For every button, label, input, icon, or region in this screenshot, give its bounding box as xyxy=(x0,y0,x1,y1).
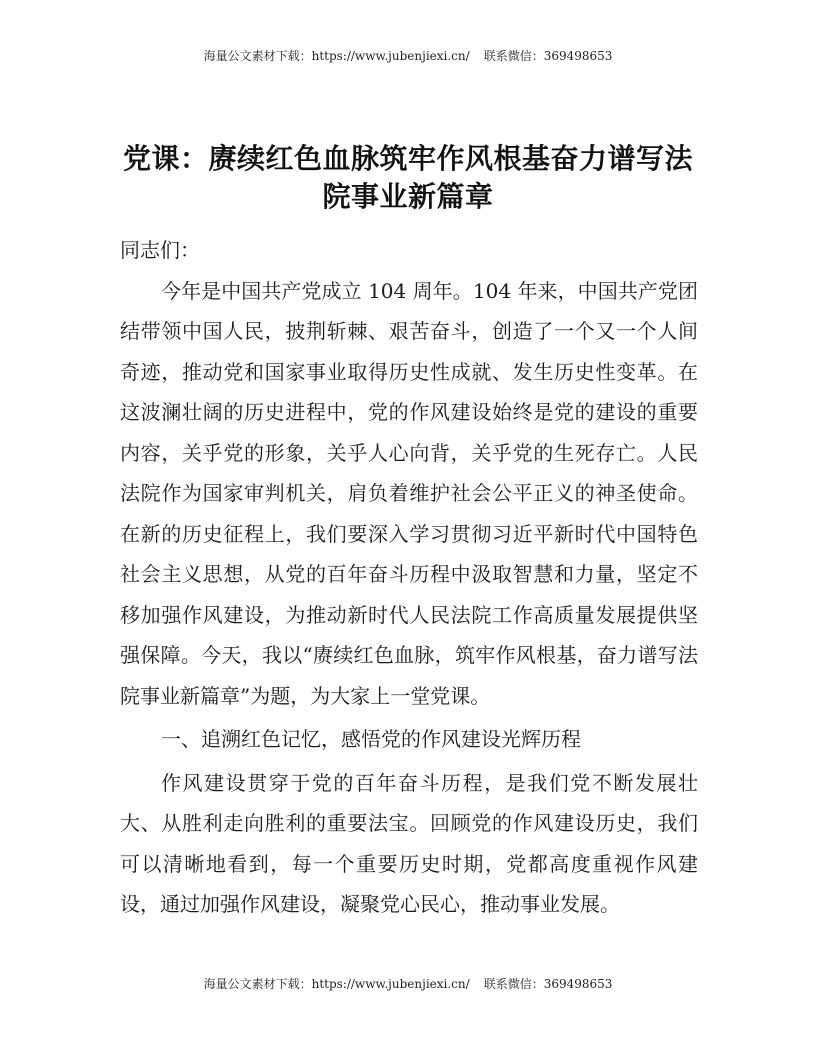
title-line-2: 院事业新篇章 xyxy=(322,180,494,213)
document-title xyxy=(110,140,706,216)
page-footer xyxy=(0,976,816,992)
header-contact-label: 联系微信：369498653 xyxy=(483,49,613,63)
paragraph-intro: 今年是中国共产党成立 104 周年。104 年来，中国共产党团结带领中国人民，披荆斩棘、艰苦奋斗，创造了一个又一个人间奇迹，推动党和国家事业取得历史性成就、发生历史性变革。在这波澜壮阔的历史进程中，党的作风建设始终是党的建设的重要内容，关乎党的形象，关乎人心向背，关乎党的生死存亡。人民法院作为国家审判机关，肩负着维护社会公平正义的神圣使命。在新的历史征程上，我们要深入学习贯彻习近平新时代中国特色社会主义思想，从党的百年奋斗历程中汲取智慧和力量，坚定不移加强作风建设，为推动新时代人民法院工作高质量发展提供坚强保障。今天，我以“赓续红色血脉，筑牢作风根基，奋力谱写法院事业新篇章”为题，为大家上一堂党课。 xyxy=(120,278,698,708)
section-heading-1: 一、追溯红色记忆，感悟党的作风建设光辉历程 xyxy=(161,727,581,751)
page-header xyxy=(0,48,816,64)
footer-site-label: 海量公文素材下载：https://www.jubenjiexi.cn/ xyxy=(203,977,470,991)
salutation: 同志们： xyxy=(120,238,200,262)
document-body xyxy=(120,230,698,925)
footer-contact-label: 联系微信：369498653 xyxy=(483,977,613,991)
paragraph-section-1: 作风建设贯穿于党的百年奋斗历程，是我们党不断发展壮大、从胜利走向胜利的重要法宝。回顾党的作风建设历史，我们可以清晰地看到，每一个重要历史时期，党都高度重视作风建设，通过加强作风建设，凝聚党心民心，推动事业发展。 xyxy=(120,770,698,916)
header-site-label: 海量公文素材下载：https://www.jubenjiexi.cn/ xyxy=(203,49,470,63)
title-line-1: 党课：赓续红色血脉筑牢作风根基奋力谱写法 xyxy=(122,142,693,175)
